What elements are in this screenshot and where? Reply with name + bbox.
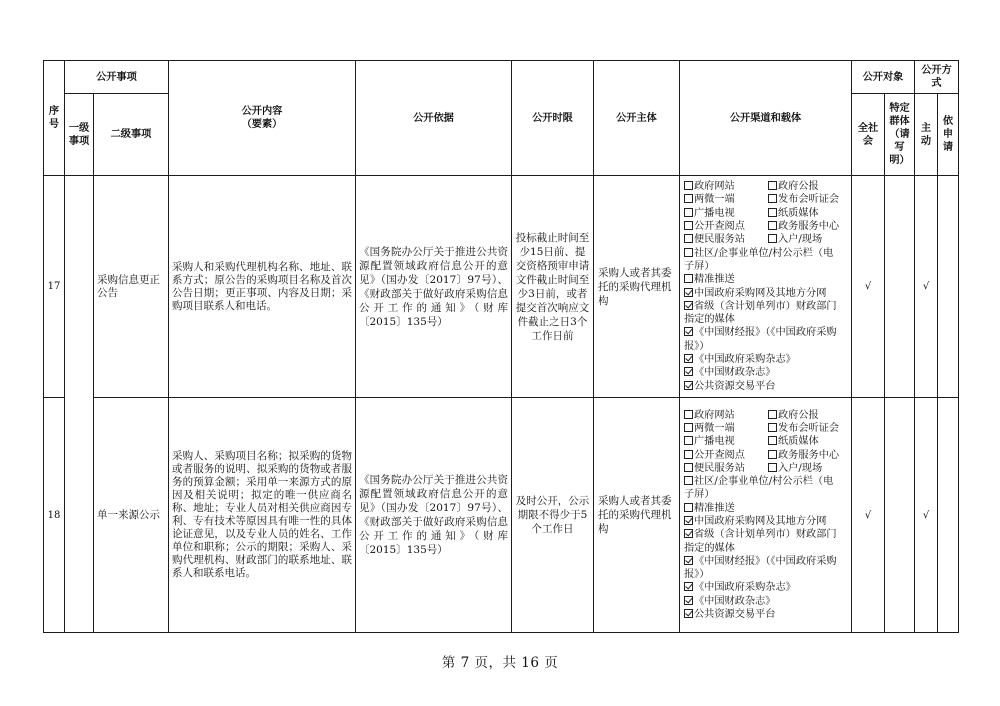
channel-option-label: 《中国政府采购杂志》 — [694, 353, 796, 365]
subject-cell: 采购人或者其委托的采购代理机构 — [594, 176, 680, 398]
channel-option — [684, 462, 768, 475]
channel-options-list — [684, 247, 842, 393]
page-number-footer: 第 7 页，共 16 页 — [441, 655, 559, 671]
table-row — [44, 176, 959, 398]
checkbox-checked-icon — [684, 288, 693, 297]
channel-option — [768, 220, 842, 233]
checkbox-unchecked-icon — [684, 503, 693, 512]
header-serial-number — [44, 61, 65, 176]
channels-cell — [680, 398, 852, 633]
checkbox-unchecked-icon — [768, 423, 777, 432]
channel-option — [684, 220, 768, 233]
checkbox-unchecked-icon — [768, 450, 777, 459]
header-content-note: （要素） — [241, 118, 283, 130]
channel-option — [768, 422, 842, 435]
checkbox-checked-icon — [684, 354, 693, 363]
checkbox-checked-icon — [684, 327, 693, 336]
channel-option-label: 《中国财政杂志》 — [694, 367, 776, 379]
checkbox-unchecked-icon — [768, 410, 777, 419]
channel-option — [684, 608, 842, 621]
channel-option — [684, 555, 842, 582]
table-row — [44, 398, 959, 633]
channel-options-list — [684, 475, 842, 621]
header-level1-label: 一级事项 — [68, 121, 90, 147]
channel-option-label: 便民服务站 — [694, 234, 745, 246]
channel-option-label: 精准推送 — [694, 274, 735, 286]
header-audience-specific — [885, 94, 915, 176]
channel-options-grid — [684, 409, 842, 475]
channel-option-label: 政务服务中心 — [778, 221, 840, 233]
checkbox-unchecked-icon — [768, 463, 777, 472]
channel-option-label: 《中国财经报》（《中国政府采购报》） — [684, 327, 837, 352]
channel-option — [684, 449, 768, 462]
serial-number-cell: 17 — [44, 176, 65, 398]
table-body — [44, 176, 959, 633]
channel-option — [684, 422, 768, 435]
checkbox-checked-icon — [684, 381, 693, 390]
header-level2: 二级事项 — [94, 94, 169, 176]
content-cell: 采购人、采购项目名称；拟采购的货物或者服务的说明、拟采购的货物或者服务的预算金额；采用单一来源方式的原因及相关说明；拟定的唯一供应商名称、地址；专业人员对相关供应商因专利、专有技术等原因具有唯一性的具体论证意见，以及专业人员的姓名、工作单位和职称；公示的期限；采购人、采购代理机构、财政部门的联系地址、联系人和联系电话。 — [169, 398, 356, 633]
channel-option — [768, 233, 842, 246]
channel-option-label: 纸质媒体 — [778, 436, 819, 448]
channel-option — [768, 435, 842, 448]
time-limit-cell: 及时公开，公示期限不得少于5个工作日 — [512, 398, 594, 633]
checkbox-unchecked-icon — [684, 208, 693, 217]
audience-public-cell: √ — [852, 176, 885, 398]
header-method-active-label: 主动 — [920, 121, 932, 147]
channel-option-label: 政府网站 — [694, 409, 735, 421]
channel-option — [768, 193, 842, 206]
checkbox-checked-icon — [684, 301, 693, 310]
method-active-cell: √ — [915, 398, 938, 633]
header-method-label: 公开方式 — [921, 64, 952, 89]
channel-options-grid — [684, 180, 842, 246]
channel-option-label: 政府网站 — [694, 181, 735, 193]
checkbox-unchecked-icon — [684, 274, 693, 283]
channel-options — [684, 409, 842, 622]
header-level1 — [65, 94, 94, 176]
checkbox-unchecked-icon — [768, 208, 777, 217]
channel-option — [768, 462, 842, 475]
channel-option — [684, 326, 842, 353]
audience-specific-cell — [885, 176, 915, 398]
header-disclosure-item: 公开事项 — [65, 61, 169, 94]
header-method — [915, 61, 959, 94]
channel-option-label: 精准推送 — [694, 502, 735, 514]
basis-cell: 《国务院办公厅关于推进公共资源配置领域政府信息公开的意见》（国办发〔2017〕97号）、《财政部关于做好政府采购信息公开工作的通知》（财库〔2015〕135号） — [356, 176, 512, 398]
checkbox-unchecked-icon — [684, 194, 693, 203]
level2-item-cell: 单一来源公示 — [94, 398, 169, 633]
channel-option — [684, 595, 842, 608]
channel-option-label: 社区/企事业单位/村公示栏（电子屏） — [684, 476, 834, 501]
method-request-cell — [938, 176, 959, 398]
checkbox-checked-icon — [684, 367, 693, 376]
checkbox-unchecked-icon — [684, 181, 693, 190]
checkbox-checked-icon — [684, 609, 693, 618]
channel-option-label: 省级（含计划单列市）财政部门指定的媒体 — [684, 529, 837, 554]
level1-item-cell — [65, 176, 94, 633]
header-method-request-label: 依申请 — [942, 115, 954, 153]
checkbox-unchecked-icon — [684, 450, 693, 459]
method-request-cell — [938, 398, 959, 633]
checkbox-unchecked-icon — [684, 436, 693, 445]
serial-number-cell: 18 — [44, 398, 65, 633]
subject-cell: 采购人或者其委托的采购代理机构 — [594, 398, 680, 633]
header-audience-specific-label: 特定群体（请写明） — [889, 102, 910, 166]
channel-option — [684, 287, 842, 300]
header-channels: 公开渠道和载体 — [680, 61, 852, 176]
audience-specific-cell — [885, 398, 915, 633]
channels-cell — [680, 176, 852, 398]
channel-option-label: 发布会听证会 — [778, 194, 840, 206]
channel-option-label: 广播电视 — [694, 436, 735, 448]
channel-option — [684, 233, 768, 246]
content-cell: 采购人和采购代理机构名称、地址、联系方式；原公告的采购项目名称及首次公告日期；更正事项、内容及日期；采购项目联系人和电话。 — [169, 176, 356, 398]
header-audience-public-label: 全社会 — [857, 121, 879, 147]
header-content — [169, 61, 356, 176]
channel-option-label: 便民服务站 — [694, 462, 745, 474]
checkbox-unchecked-icon — [684, 423, 693, 432]
header-method-request — [938, 94, 959, 176]
header-time-limit: 公开时限 — [512, 61, 594, 176]
channel-option-label: 广播电视 — [694, 207, 735, 219]
checkbox-checked-icon — [684, 516, 693, 525]
header-subject: 公开主体 — [594, 61, 680, 176]
checkbox-unchecked-icon — [684, 234, 693, 243]
channel-option — [684, 353, 842, 366]
audience-public-cell: √ — [852, 398, 885, 633]
time-limit-cell: 投标截止时间至少15日前、提交资格预审申请文件截止时间至少3日前，或者提交首次响应文件截止之日3个工作日前 — [512, 176, 594, 398]
channel-option-label: 发布会听证会 — [778, 422, 840, 434]
channel-option — [684, 502, 842, 515]
channel-option — [768, 207, 842, 220]
checkbox-checked-icon — [684, 529, 693, 538]
channel-option-label: 两微一端 — [694, 194, 735, 206]
checkbox-unchecked-icon — [768, 221, 777, 230]
channel-option-label: 政府公报 — [778, 181, 819, 193]
checkbox-unchecked-icon — [684, 463, 693, 472]
header-row-top — [44, 61, 959, 94]
header-content-title: 公开内容 — [241, 105, 283, 117]
channel-option-label: 《中国财政杂志》 — [694, 595, 776, 607]
channel-option-label: 《中国财经报》（《中国政府采购报》） — [684, 555, 837, 581]
channel-option-label: 公共资源交易平台 — [694, 380, 776, 392]
channel-option — [684, 581, 842, 594]
checkbox-unchecked-icon — [768, 194, 777, 203]
disclosure-table — [43, 60, 959, 633]
channel-option-label: 入户/现场 — [778, 234, 823, 246]
channel-option — [684, 435, 768, 448]
channel-option — [684, 409, 768, 422]
header-basis: 公开依据 — [356, 61, 512, 176]
header-method-active — [915, 94, 938, 176]
checkbox-checked-icon — [684, 556, 693, 565]
table-header — [44, 61, 959, 176]
checkbox-unchecked-icon — [768, 181, 777, 190]
header-audience-public — [852, 94, 885, 176]
channel-option — [768, 449, 842, 462]
channel-option — [768, 180, 842, 193]
header-audience: 公开对象 — [852, 61, 915, 94]
method-active-cell: √ — [915, 176, 938, 398]
channel-option-label: 公开查阅点 — [694, 449, 745, 461]
channel-option-label: 中国政府采购网及其地方分网 — [694, 287, 827, 299]
channel-option — [684, 180, 768, 193]
checkbox-unchecked-icon — [768, 436, 777, 445]
channel-option-label: 政府公报 — [778, 409, 819, 421]
channel-option-label: 公开查阅点 — [694, 221, 745, 233]
channel-option-label: 省级（含计划单列市）财政部门指定的媒体 — [684, 300, 837, 326]
level2-item-cell: 采购信息更正公告 — [94, 176, 169, 398]
checkbox-checked-icon — [684, 596, 693, 605]
channel-option — [684, 300, 842, 327]
channel-option — [684, 380, 842, 393]
channel-option-label: 公共资源交易平台 — [694, 609, 776, 621]
checkbox-unchecked-icon — [684, 221, 693, 230]
channel-option — [768, 409, 842, 422]
channel-option-label: 政务服务中心 — [778, 449, 840, 461]
channel-option — [684, 193, 768, 206]
channel-option — [684, 366, 842, 379]
channel-option-label: 纸质媒体 — [778, 207, 819, 219]
channel-option — [684, 207, 768, 220]
checkbox-checked-icon — [684, 582, 693, 591]
checkbox-unchecked-icon — [684, 248, 693, 257]
checkbox-unchecked-icon — [684, 410, 693, 419]
basis-cell: 《国务院办公厅关于推进公共资源配置领域政府信息公开的意见》（国办发〔2017〕97号）、《财政部关于做好政府采购信息公开工作的通知》（财库〔2015〕135号） — [356, 398, 512, 633]
channel-option-label: 中国政府采购网及其地方分网 — [694, 516, 827, 527]
channel-option-label: 两微一端 — [694, 422, 735, 434]
channel-options — [684, 180, 842, 393]
channel-option — [684, 528, 842, 555]
channel-option — [684, 475, 842, 502]
channel-option — [684, 247, 842, 274]
channel-option-label: 《中国政府采购杂志》 — [694, 582, 796, 594]
channel-option — [684, 273, 842, 286]
header-serial-number-label: 序号 — [48, 105, 60, 130]
channel-option-label: 入户/现场 — [778, 462, 823, 474]
checkbox-unchecked-icon — [768, 234, 777, 243]
checkbox-unchecked-icon — [684, 476, 693, 485]
channel-option — [684, 515, 842, 528]
channel-option-label: 社区/企事业单位/村公示栏（电子屏） — [684, 247, 834, 272]
